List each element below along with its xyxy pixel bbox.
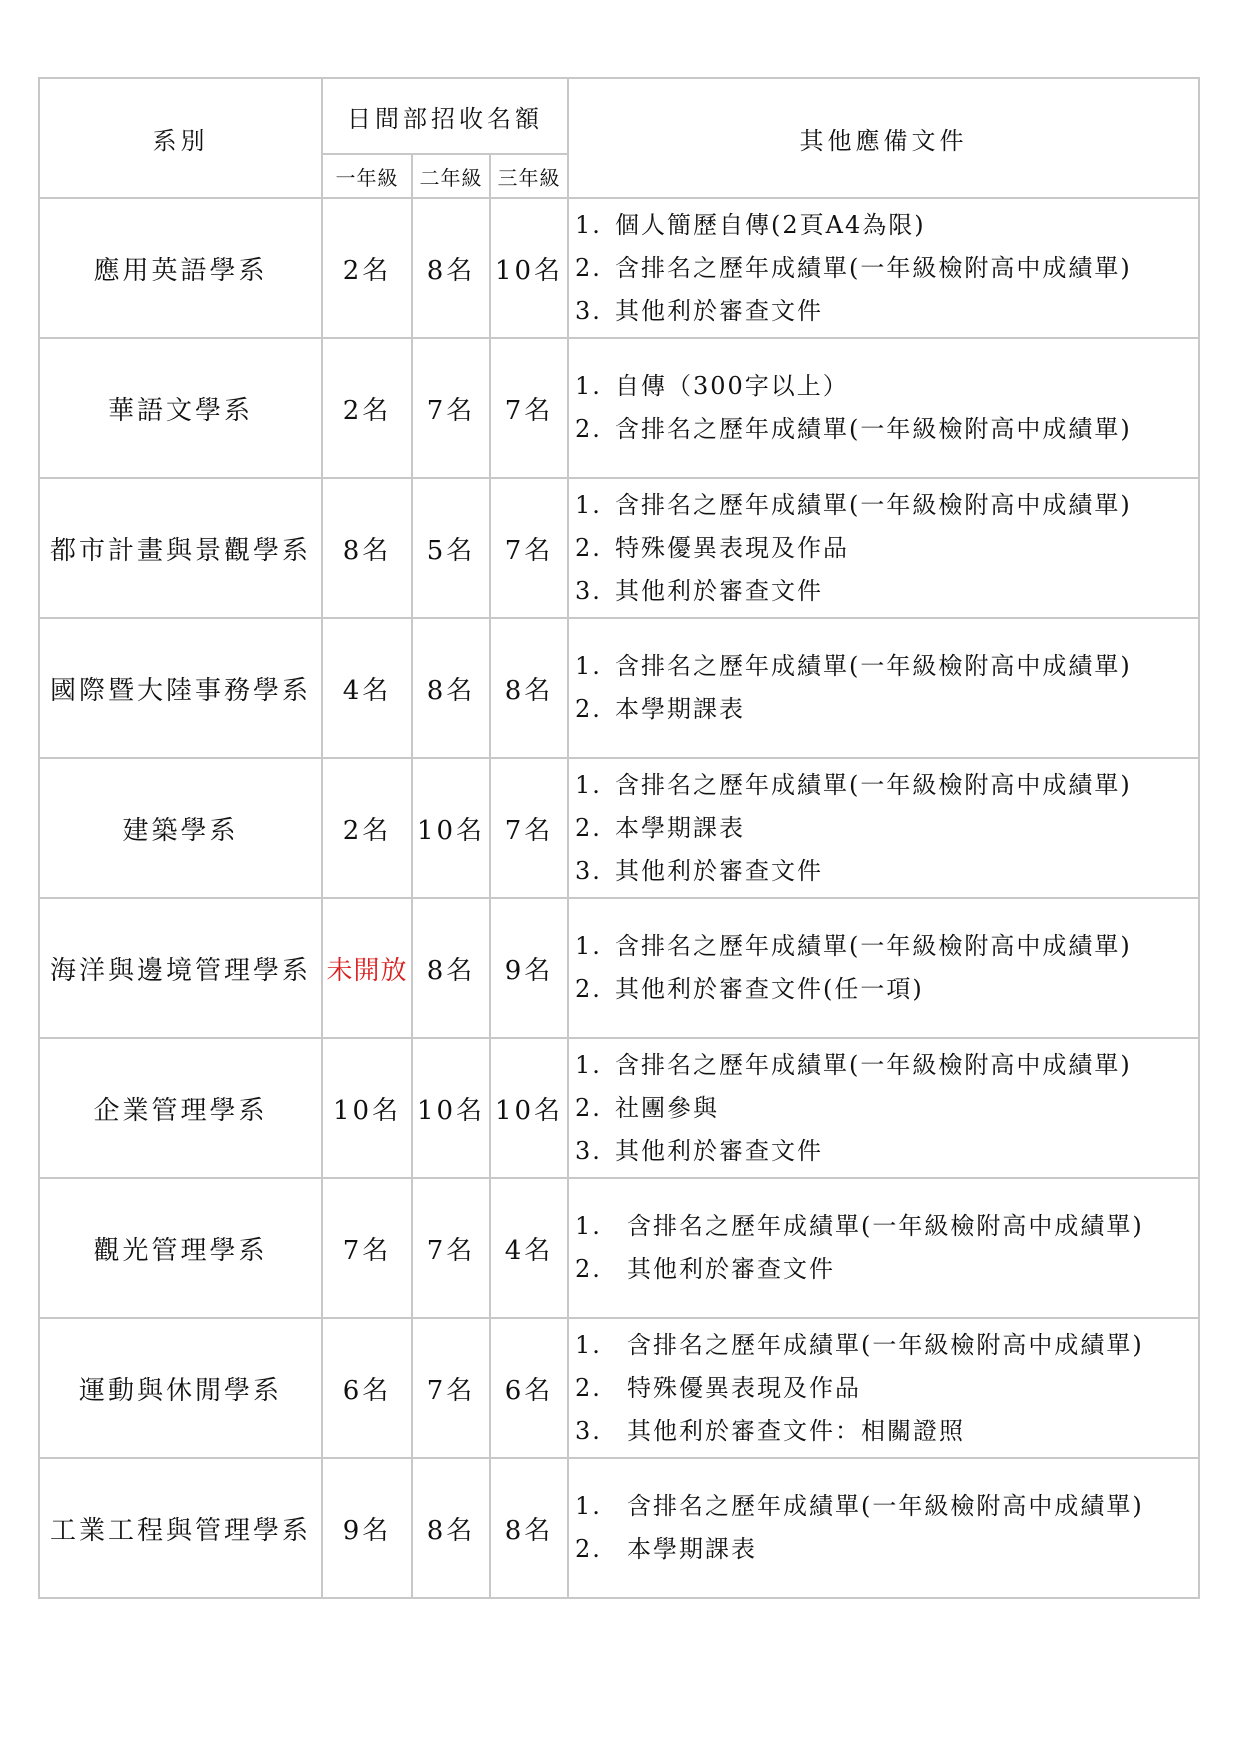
document-item-number: 2. [575, 1535, 602, 1563]
document-item [575, 1087, 1198, 1130]
quota-year-3: 10名 [490, 1038, 568, 1178]
document-item-text: 含排名之歷年成績單(一年級檢附高中成績單) [615, 1050, 1132, 1079]
document-item [575, 968, 1198, 1011]
table-row [39, 1318, 1199, 1458]
table-row [39, 1178, 1199, 1318]
admission-quota-table [38, 77, 1200, 1599]
required-documents [568, 198, 1199, 338]
required-documents [568, 758, 1199, 898]
document-item-text: 本學期課表 [615, 695, 745, 723]
quota-year-2: 8名 [412, 898, 490, 1038]
table-row [39, 618, 1199, 758]
required-documents [568, 1458, 1199, 1598]
required-documents [568, 338, 1199, 478]
document-item-number: 1. [575, 490, 602, 519]
document-item [575, 365, 1198, 408]
document-item-number: 2. [575, 813, 602, 842]
document-item [575, 688, 1198, 731]
required-documents [568, 1038, 1199, 1178]
required-documents [568, 478, 1199, 618]
department-name: 應用英語學系 [39, 198, 322, 338]
document-item-number: 2. [575, 533, 602, 562]
document-item-number: 3. [575, 1416, 602, 1445]
quota-year-1: 2名 [322, 198, 412, 338]
document-item-number: 1. [575, 652, 602, 680]
quota-year-1: 9名 [322, 1458, 412, 1598]
quota-year-2: 10名 [412, 1038, 490, 1178]
table-row [39, 758, 1199, 898]
document-item-number: 3. [575, 1136, 602, 1165]
document-item [575, 1367, 1198, 1410]
quota-year-2: 7名 [412, 1318, 490, 1458]
document-item [575, 570, 1198, 613]
quota-year-1: 未開放 [322, 898, 412, 1038]
document-item [575, 484, 1198, 527]
document-item [575, 290, 1198, 333]
document-item-text: 含排名之歷年成績單(一年級檢附高中成績單) [627, 1330, 1144, 1359]
quota-year-2: 7名 [412, 338, 490, 478]
document-item-number: 2. [575, 695, 602, 723]
table-row [39, 478, 1199, 618]
document-item-number: 2. [575, 415, 602, 443]
header-year-1: 一年級 [322, 154, 412, 198]
table-row [39, 1038, 1199, 1178]
department-name: 觀光管理學系 [39, 1178, 322, 1318]
quota-year-2: 7名 [412, 1178, 490, 1318]
document-item-text: 含排名之歷年成績單(一年級檢附高中成績單) [615, 932, 1132, 960]
quota-year-3: 6名 [490, 1318, 568, 1458]
document-item-text: 其他利於審查文件 [627, 1255, 835, 1283]
document-item-number: 2. [575, 1255, 602, 1283]
document-item-number: 2. [575, 975, 602, 1003]
document-item [575, 1248, 1198, 1291]
quota-year-3: 7名 [490, 758, 568, 898]
required-documents [568, 618, 1199, 758]
quota-year-1: 8名 [322, 478, 412, 618]
document-item-text: 社團參與 [615, 1093, 719, 1122]
quota-year-3: 10名 [490, 198, 568, 338]
document-item-text: 其他利於審查文件 [615, 1136, 823, 1165]
document-item-number: 1. [575, 770, 602, 799]
required-documents [568, 1318, 1199, 1458]
quota-year-2: 8名 [412, 198, 490, 338]
quota-year-2: 10名 [412, 758, 490, 898]
document-item-text: 含排名之歷年成績單(一年級檢附高中成績單) [615, 490, 1132, 519]
document-item [575, 1485, 1198, 1528]
document-item-number: 1. [575, 1330, 602, 1359]
document-item-text: 自傳（300字以上） [615, 372, 849, 400]
document-item [575, 1044, 1198, 1087]
header-year-3: 三年級 [490, 154, 568, 198]
department-name: 華語文學系 [39, 338, 322, 478]
document-item-text: 其他利於審查文件 [615, 856, 823, 885]
document-item-text: 個人簡歷自傳(2頁A4為限) [615, 210, 926, 239]
quota-year-1: 2名 [322, 758, 412, 898]
document-item-text: 含排名之歷年成績單(一年級檢附高中成績單) [627, 1212, 1144, 1240]
quota-year-3: 9名 [490, 898, 568, 1038]
quota-year-1: 7名 [322, 1178, 412, 1318]
document-item-number: 3. [575, 576, 602, 605]
department-name: 都市計畫與景觀學系 [39, 478, 322, 618]
document-item-text: 含排名之歷年成績單(一年級檢附高中成績單) [627, 1492, 1144, 1520]
table-row [39, 198, 1199, 338]
quota-year-2: 8名 [412, 618, 490, 758]
document-item-number: 2. [575, 253, 602, 282]
quota-year-1: 10名 [322, 1038, 412, 1178]
quota-year-1: 2名 [322, 338, 412, 478]
required-documents [568, 1178, 1199, 1318]
document-item-number: 3. [575, 856, 602, 885]
document-item [575, 1205, 1198, 1248]
department-name: 企業管理學系 [39, 1038, 322, 1178]
document-item-text: 其他利於審查文件：相關證照 [627, 1416, 965, 1445]
department-name: 工業工程與管理學系 [39, 1458, 322, 1598]
required-documents [568, 898, 1199, 1038]
document-item [575, 1130, 1198, 1173]
document-item-number: 1. [575, 372, 602, 400]
document-item-text: 其他利於審查文件 [615, 576, 823, 605]
document-item-number: 1. [575, 1492, 602, 1520]
document-item [575, 807, 1198, 850]
document-item-text: 其他利於審查文件(任一項) [615, 975, 924, 1003]
document-item-number: 1. [575, 1212, 602, 1240]
document-item-text: 本學期課表 [615, 813, 745, 842]
document-item [575, 408, 1198, 451]
document-item [575, 925, 1198, 968]
quota-year-1: 6名 [322, 1318, 412, 1458]
document-item [575, 1324, 1198, 1367]
quota-year-2: 5名 [412, 478, 490, 618]
table-row [39, 338, 1199, 478]
table-row [39, 898, 1199, 1038]
document-item-number: 3. [575, 296, 602, 325]
header-quota: 日間部招收名額 [322, 78, 568, 154]
document-item-text: 含排名之歷年成績單(一年級檢附高中成績單) [615, 770, 1132, 799]
quota-year-3: 7名 [490, 478, 568, 618]
document-item-text: 含排名之歷年成績單(一年級檢附高中成績單) [615, 652, 1132, 680]
document-item-text: 特殊優異表現及作品 [615, 533, 849, 562]
document-item-text: 含排名之歷年成績單(一年級檢附高中成績單) [615, 415, 1132, 443]
department-name: 運動與休閒學系 [39, 1318, 322, 1458]
document-item [575, 764, 1198, 807]
quota-year-3: 4名 [490, 1178, 568, 1318]
department-name: 建築學系 [39, 758, 322, 898]
document-item [575, 645, 1198, 688]
department-name: 國際暨大陸事務學系 [39, 618, 322, 758]
document-item [575, 204, 1198, 247]
document-item-text: 含排名之歷年成績單(一年級檢附高中成績單) [615, 253, 1132, 282]
header-department: 系別 [39, 78, 322, 198]
quota-year-3: 8名 [490, 618, 568, 758]
document-item [575, 1410, 1198, 1453]
document-item [575, 1528, 1198, 1571]
quota-year-1: 4名 [322, 618, 412, 758]
department-name: 海洋與邊境管理學系 [39, 898, 322, 1038]
document-item-number: 1. [575, 1050, 602, 1079]
document-item [575, 527, 1198, 570]
document-item-number: 2. [575, 1373, 602, 1402]
document-item-number: 1. [575, 210, 602, 239]
header-documents: 其他應備文件 [568, 78, 1199, 198]
document-item-text: 本學期課表 [627, 1535, 757, 1563]
document-item-number: 1. [575, 932, 602, 960]
document-item [575, 247, 1198, 290]
document-item-text: 其他利於審查文件 [615, 296, 823, 325]
header-year-2: 二年級 [412, 154, 490, 198]
table-row [39, 1458, 1199, 1598]
quota-year-3: 7名 [490, 338, 568, 478]
document-item [575, 850, 1198, 893]
document-item-number: 2. [575, 1093, 602, 1122]
quota-year-2: 8名 [412, 1458, 490, 1598]
quota-year-3: 8名 [490, 1458, 568, 1598]
document-item-text: 特殊優異表現及作品 [627, 1373, 861, 1402]
